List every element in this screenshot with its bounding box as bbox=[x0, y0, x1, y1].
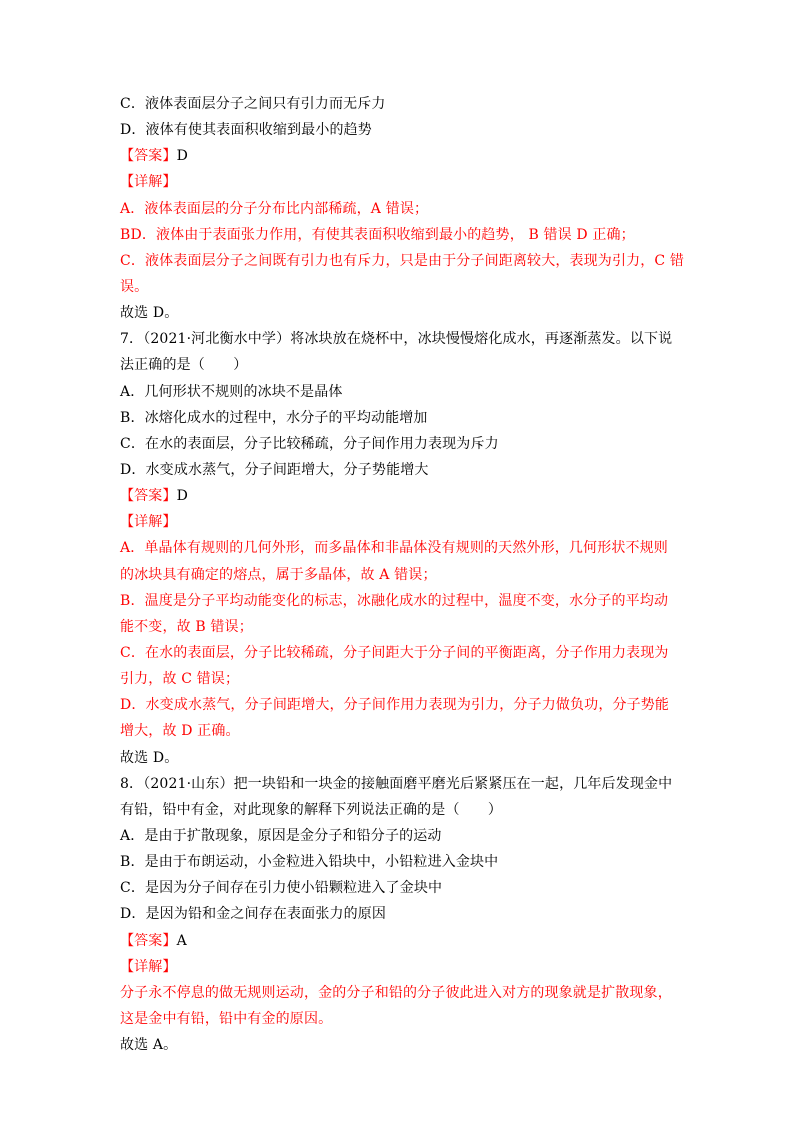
answer-value: D bbox=[176, 148, 188, 165]
detail-heading bbox=[120, 172, 720, 192]
answer-value: A bbox=[176, 932, 187, 949]
detail-heading bbox=[120, 512, 720, 532]
explanation-line: B．温度是分子平均动能变化的标志，冰融化成水的过程中，温度不变，水分子的平均动 bbox=[120, 592, 669, 609]
document-content bbox=[120, 94, 720, 1055]
section-label-text: 详解 bbox=[134, 514, 163, 531]
answer-line bbox=[120, 486, 720, 506]
explanation-line: 的冰块具有确定的熔点，属于多晶体，故 A 错误； bbox=[120, 566, 437, 583]
text-line: C．在水的表面层，分子比较稀疏，分子间作用力表现为斥力 bbox=[120, 435, 499, 452]
detail-heading bbox=[120, 957, 720, 977]
section-label-text: 详解 bbox=[134, 174, 163, 191]
explanation-line: 能不变，故 B 错误； bbox=[120, 618, 253, 635]
text-line: 法正确的是（ ） bbox=[120, 357, 248, 374]
text-line: D．液体有使其表面积收缩到最小的趋势 bbox=[120, 122, 372, 139]
text-line: B．是由于布朗运动，小金粒进入铅块中，小铅粒进入金块中 bbox=[120, 854, 499, 871]
section-label-text: 答案 bbox=[134, 148, 163, 165]
explanation-line: C．液体表面层分子之间既有引力也有斥力，只是由于分子间距离较大，表现为引力，C 错 bbox=[120, 252, 685, 269]
section-label: 【详解】 bbox=[120, 958, 177, 975]
answer-line bbox=[120, 931, 720, 951]
text-line: A．几何形状不规则的冰块不是晶体 bbox=[120, 383, 343, 400]
section-label: 【答案】 bbox=[120, 148, 177, 165]
answer-value: D bbox=[176, 488, 188, 505]
text-line: 8．（2021·山东）把一块铅和一块金的接触面磨平磨光后紧紧压在一起，几年后发现金中 bbox=[120, 775, 673, 792]
answer-line bbox=[120, 146, 720, 166]
section-label: 【答案】 bbox=[120, 932, 177, 949]
text-line: 故选 D。 bbox=[120, 305, 179, 322]
explanation-line: 分子永不停息的做无规则运动，金的分子和铅的分子彼此进入对方的现象就是扩散现象， bbox=[120, 984, 672, 1001]
text-line: A．是由于扩散现象，原因是金分子和铅分子的运动 bbox=[120, 827, 442, 844]
section-label: 【详解】 bbox=[120, 174, 177, 191]
explanation-line: D．水变成水蒸气，分子间距增大，分子间作用力表现为引力，分子力做负功，分子势能 bbox=[120, 697, 670, 714]
explanation-line: A．单晶体有规则的几何外形，而多晶体和非晶体没有规则的天然外形，几何形状不规则 bbox=[120, 540, 668, 557]
text-line: 有铅，铅中有金，对此现象的解释下列说法正确的是（ ） bbox=[120, 801, 503, 818]
section-label-text: 详解 bbox=[134, 958, 163, 975]
explanation-line: C．在水的表面层，分子比较稀疏，分子间距大于分子间的平衡距离，分子作用力表现为 bbox=[120, 644, 669, 661]
text-line: B．冰熔化成水的过程中，水分子的平均动能增加 bbox=[120, 409, 428, 426]
text-line: D．是因为铅和金之间存在表面张力的原因 bbox=[120, 906, 387, 923]
section-label-text: 答案 bbox=[134, 932, 163, 949]
explanation-line: 引力，故 C 错误； bbox=[120, 671, 240, 688]
section-label-text: 答案 bbox=[134, 488, 163, 505]
text-line: 故选 A。 bbox=[120, 1037, 178, 1054]
text-line: C．是因为分子间存在引力使小铅颗粒进入了金块中 bbox=[120, 880, 443, 897]
explanation-line: 误。 bbox=[120, 278, 149, 295]
explanation-line: 增大，故 D 正确。 bbox=[120, 723, 240, 740]
explanation-line: A．液体表面层的分子分布比内部稀疏，A 错误； bbox=[120, 200, 429, 217]
section-label: 【详解】 bbox=[120, 514, 177, 531]
explanation-line: 这是金中有铅，铅中有金的原因。 bbox=[120, 1010, 333, 1027]
section-label: 【答案】 bbox=[120, 488, 177, 505]
explanation-line: BD．液体由于表面张力作用，有使其表面积收缩到最小的趋势， B 错误 D 正确； bbox=[120, 226, 635, 243]
text-line: D．水变成水蒸气，分子间距增大，分子势能增大 bbox=[120, 461, 429, 478]
text-line: 故选 D。 bbox=[120, 749, 179, 766]
text-line: C．液体表面层分子之间只有引力而无斥力 bbox=[120, 96, 386, 112]
text-line: 7．（2021·河北衡水中学）将冰块放在烧杯中，冰块慢慢熔化成水，再逐渐蒸发。以下说 bbox=[120, 331, 673, 348]
